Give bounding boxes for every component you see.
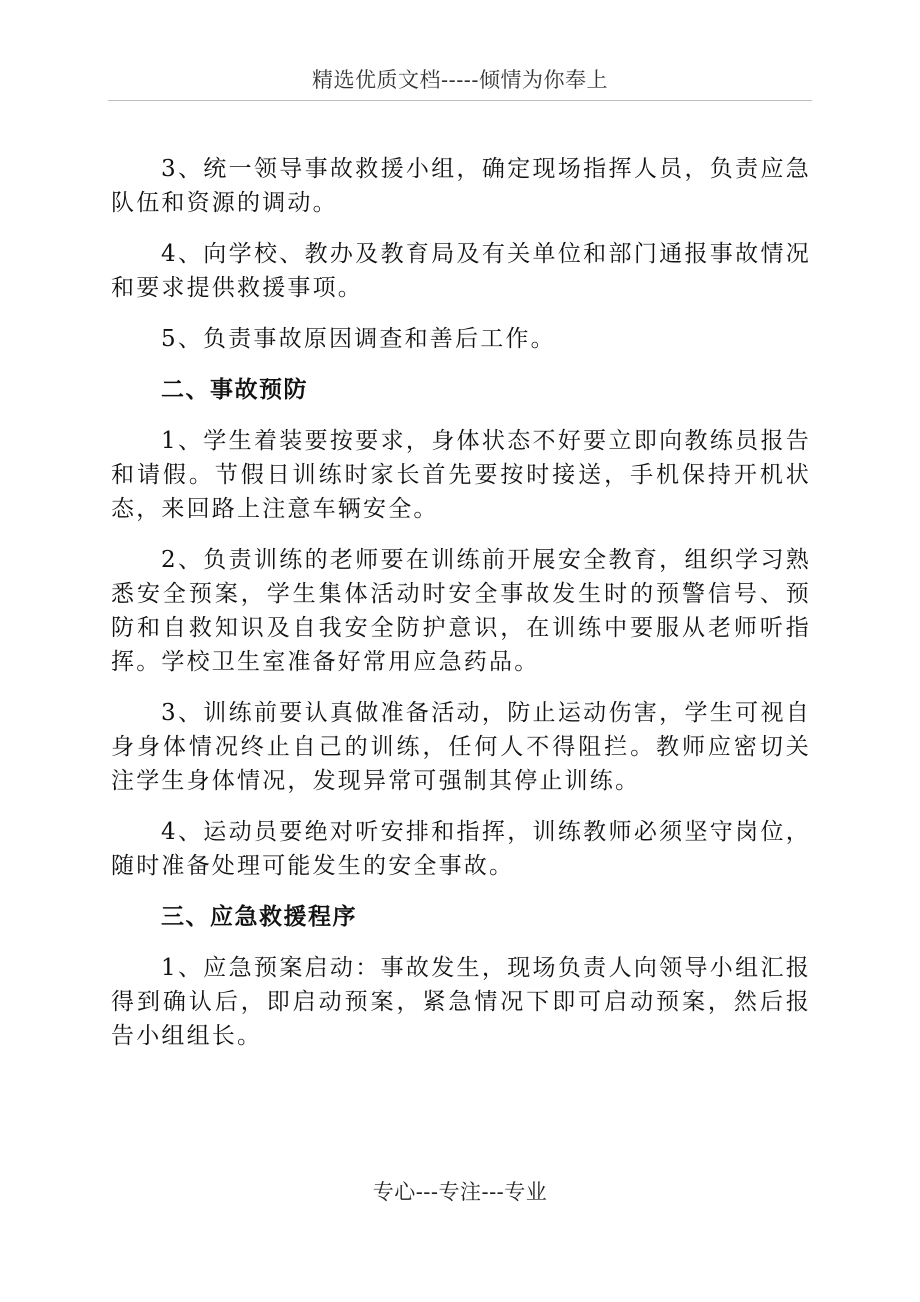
section-heading-rescue: 三、应急救援程序 [161, 904, 357, 930]
paragraph-prevention-3: 3、训练前要认真做准备活动，防止运动伤害，学生可视自身身体情况终止自己的训练，任何人不得阻拦。教师应密切关注学生身体情况，发现异常可强制其停止训练。 [111, 700, 811, 794]
page-footer: 专心---专注---专业 [372, 1180, 548, 1204]
header-divider [108, 100, 812, 101]
paragraph-prevention-4: 4、运动员要绝对听安排和指挥，训练教师必须坚守岗位，随时准备处理可能发生的安全事故。 [111, 819, 811, 879]
paragraph-leadership-3: 3、统一领导事故救援小组，确定现场指挥人员，负责应急队伍和资源的调动。 [111, 156, 811, 216]
section-heading-prevention: 二、事故预防 [161, 377, 308, 403]
paragraph-leadership-5: 5、负责事故原因调查和善后工作。 [161, 326, 556, 352]
page-header: 精选优质文档-----倾情为你奉上 [312, 68, 608, 92]
paragraph-rescue-1: 1、应急预案启动：事故发生，现场负责人向领导小组汇报得到确认后，即启动预案，紧急情况下即可启动预案，然后报告小组组长。 [111, 955, 811, 1049]
paragraph-leadership-4: 4、向学校、教办及教育局及有关单位和部门通报事故情况和要求提供救援事项。 [111, 241, 811, 301]
document-body [111, 152, 811, 1070]
paragraph-prevention-2: 2、负责训练的老师要在训练前开展安全教育，组织学习熟悉安全预案，学生集体活动时安全事故发生时的预警信号、预防和自救知识及自我安全防护意识，在训练中要服从老师听指挥。学校卫生室准备好常用应急药品。 [111, 547, 811, 675]
paragraph-prevention-1: 1、学生着装要按要求，身体状态不好要立即向教练员报告和请假。节假日训练时家长首先要按时接送，手机保持开机状态，来回路上注意车辆安全。 [111, 428, 811, 522]
